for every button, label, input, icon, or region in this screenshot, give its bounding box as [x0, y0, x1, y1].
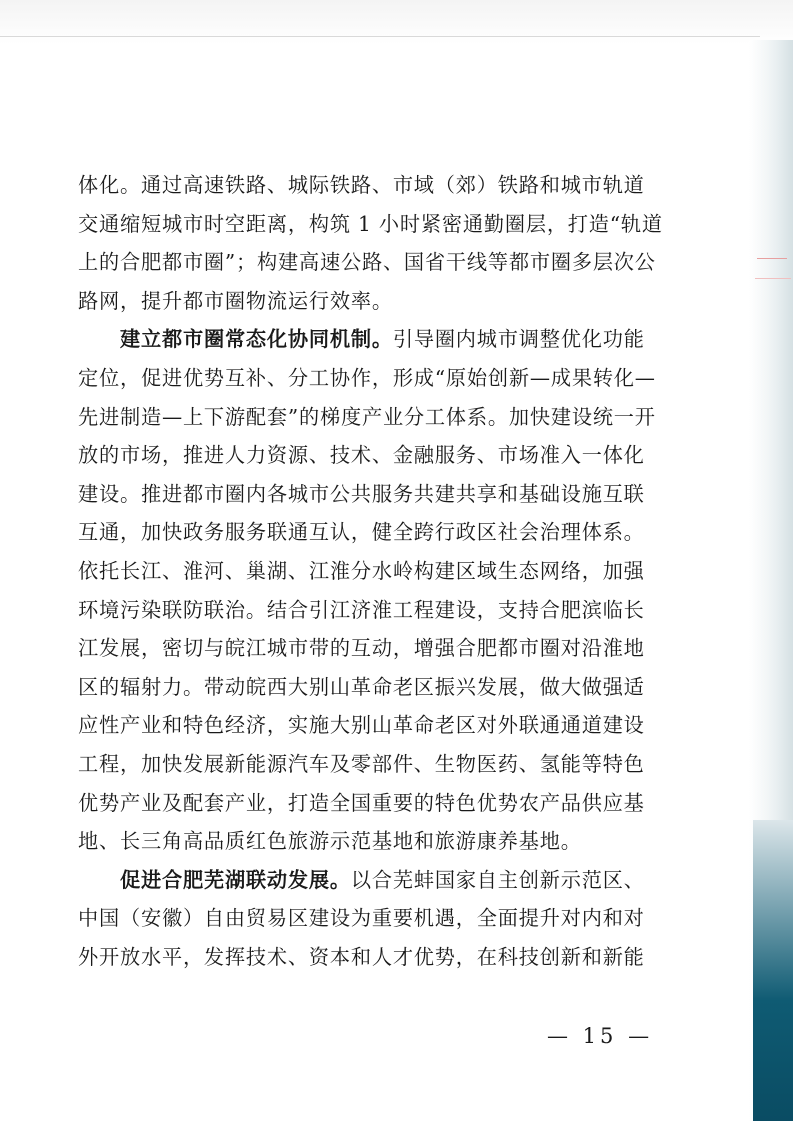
scan-red-mark [757, 258, 787, 259]
text-line: 先进制造—上下游配套”的梯度产业分工体系。加快建设统一开 [78, 404, 656, 429]
text-line: 定位，促进优势互补、分工协作，形成“原始创新—成果转化— [78, 365, 656, 390]
text-line: 外开放水平，发挥技术、资本和人才优势，在科技创新和新能 [78, 944, 645, 969]
text-line: 环境污染联防联治。结合引江济淮工程建设，支持合肥滨临长 [78, 597, 645, 622]
paragraph-heading-line [78, 320, 660, 359]
scan-right-dark-edge [753, 820, 793, 1121]
text-line: 放的市场，推进人力资源、技术、金融服务、市场准入一体化 [78, 443, 645, 468]
text-line: 优势产业及配套产业，打造全国重要的特色优势农产品供应基 [78, 790, 645, 815]
scan-top-edge [0, 0, 793, 44]
document-body [78, 166, 663, 976]
page-number: — 15 — [547, 1024, 654, 1048]
paragraph-heading: 建立都市圈常态化协同机制。 [120, 327, 393, 352]
text-line: 路网，提升都市圈物流运行效率。 [78, 288, 393, 313]
text-line: 中国（安徽）自由贸易区建设为重要机遇，全面提升对内和对 [78, 906, 645, 931]
scan-fold-line [0, 36, 760, 37]
text-line: 区的辐射力。带动皖西大别山革命老区振兴发展，做大做强适 [78, 674, 645, 699]
text-line: 工程，加快发展新能源汽车及零部件、生物医药、氢能等特色 [78, 751, 645, 776]
text-line: 体化。通过高速铁路、城际铁路、市域（郊）铁路和城市轨道 [78, 173, 645, 197]
text-line: 建设。推进都市圈内各城市公共服务共建共享和基础设施互联 [78, 481, 645, 506]
text-line: 地、长三角高品质红色旅游示范基地和旅游康养基地。 [78, 829, 582, 854]
text-line: 引导圈内城市调整优化功能 [392, 327, 645, 352]
text-line: 上的合肥都市圈”；构建高速公路、国省干线等都市圈多层次公 [78, 250, 656, 275]
text-line: 以合芜蚌国家自主创新示范区、 [350, 867, 645, 892]
text-line: 交通缩短城市时空距离，构筑 1 小时紧密通勤圈层，打造“轨道 [78, 211, 663, 236]
text-line: 依托长江、淮河、巢湖、江淮分水岭构建区域生态网络，加强 [78, 558, 645, 583]
paragraph-heading-line [78, 861, 660, 900]
text-line: 江发展，密切与皖江城市带的互动，增强合肥都市圈对沿淮地 [78, 636, 645, 661]
scan-red-mark-2 [755, 278, 791, 279]
paragraph-heading: 促进合肥芜湖联动发展。 [120, 867, 351, 892]
text-line: 应性产业和特色经济，实施大别山革命老区对外联通通道建设 [78, 713, 645, 738]
text-line: 互通，加快政务服务联通互认，健全跨行政区社会治理体系。 [78, 520, 645, 545]
